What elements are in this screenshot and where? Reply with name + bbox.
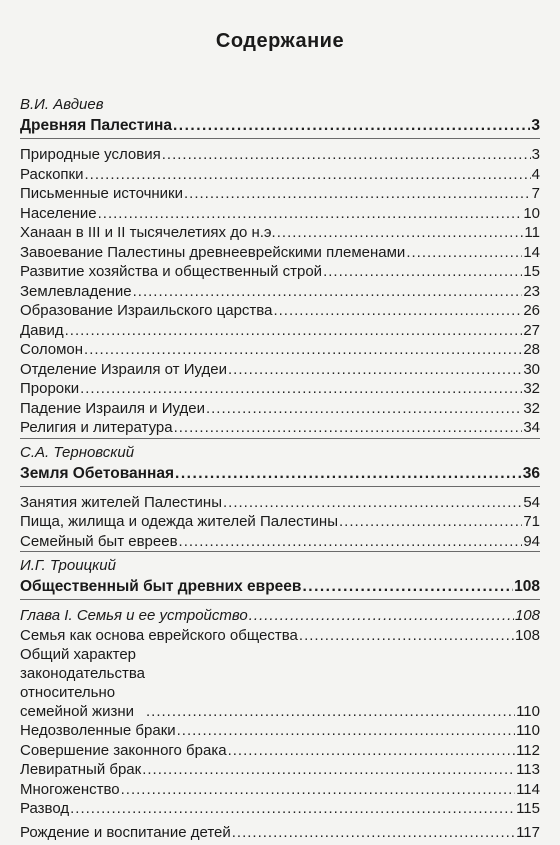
chapter-title: Глава I. Семья и ее устройство (20, 607, 248, 624)
entry-page: 4 (531, 165, 540, 183)
toc-section-avdiev (20, 95, 540, 439)
dot-leader (339, 512, 522, 531)
chapter-page: 108 (514, 607, 540, 624)
entry-title: Пища, жилища и одежда жителей Палестины (20, 513, 338, 530)
entry-title: Совершение законного брака (20, 741, 227, 759)
dot-leader (184, 184, 531, 203)
entry-title: Письменные источники (20, 185, 184, 202)
section-author: С.А. Терновский (20, 443, 135, 461)
toc-entry[interactable] (20, 741, 540, 761)
entry-title: Левиратный брак (20, 761, 142, 778)
toc-entry[interactable] (20, 204, 540, 224)
entry-title: Пророки (20, 380, 80, 397)
entry-title: Семья как основа еврейского общества (20, 626, 298, 644)
entry-page: 32 (523, 399, 540, 417)
toc-entry[interactable] (20, 823, 540, 843)
entry-page: 108 (514, 626, 540, 644)
dot-leader (70, 799, 515, 818)
entry-title: Семейный быт евреев (20, 532, 178, 550)
entry-page: 110 (516, 703, 540, 720)
entry-page: 115 (516, 800, 540, 817)
entry-page: 71 (523, 513, 540, 530)
dot-leader (84, 340, 522, 359)
dot-leader (121, 780, 515, 799)
dot-leader (228, 360, 522, 379)
entry-page: 3 (531, 146, 540, 163)
dot-leader (179, 532, 523, 551)
toc-entry[interactable] (20, 165, 540, 185)
toc-entry[interactable] (20, 780, 540, 800)
dot-leader (173, 116, 530, 135)
dot-leader (80, 379, 522, 398)
dot-leader (133, 282, 523, 301)
chapter-entry[interactable] (20, 606, 540, 626)
entry-title: Рождение и воспитание детей (20, 823, 231, 841)
toc-entry[interactable] (20, 799, 540, 819)
toc-section-ternovsky (20, 443, 540, 553)
section-author: И.Г. Троицкий (20, 557, 116, 574)
entry-title: Отделение Израиля от Иудеи (20, 360, 227, 378)
entry-title: Природные условия (20, 146, 161, 163)
entry-page: 7 (531, 185, 540, 202)
toc-entry[interactable] (20, 721, 540, 741)
heading-title: Общественный быт древних евреев (20, 578, 302, 595)
toc-entry[interactable] (20, 262, 540, 282)
heading-title: Земля Обетованная (20, 464, 175, 482)
entry-title: Землевладение (20, 282, 132, 300)
section-author: В.И. Авдиев (20, 96, 104, 113)
entry-page: 26 (523, 302, 540, 319)
toc-entry[interactable] (20, 321, 540, 341)
section-heading[interactable] (20, 116, 540, 139)
toc-entry[interactable] (20, 379, 540, 399)
dot-leader (299, 626, 514, 645)
dot-leader (65, 321, 523, 340)
entry-page: 112 (516, 741, 540, 759)
dot-leader (162, 145, 531, 164)
dot-leader (223, 493, 522, 512)
entry-page: 94 (523, 532, 540, 550)
table-of-contents (20, 95, 540, 845)
dot-leader (98, 204, 523, 223)
entry-title: Ханаан в III и II тысячелетиях до н.э. (20, 224, 276, 241)
entry-page: 34 (523, 419, 540, 436)
entry-page: 30 (523, 360, 540, 378)
heading-page: 36 (522, 464, 540, 482)
toc-entry[interactable] (20, 399, 540, 419)
toc-entry[interactable] (20, 340, 540, 360)
dot-leader (277, 223, 524, 242)
dot-leader (174, 418, 523, 437)
entry-title: Образование Израильского царства (20, 302, 273, 319)
toc-entry[interactable] (20, 360, 540, 380)
dot-leader (232, 823, 515, 842)
toc-entry[interactable] (20, 760, 540, 780)
toc-entry[interactable] (20, 145, 540, 165)
toc-entry[interactable] (20, 418, 540, 438)
dot-leader (323, 262, 522, 281)
toc-entry[interactable] (20, 282, 540, 302)
dot-leader (228, 741, 516, 760)
toc-entry[interactable] (20, 301, 540, 321)
dot-leader (146, 702, 515, 721)
dot-leader (142, 760, 515, 779)
entry-page: 110 (516, 722, 540, 739)
entry-page: 27 (523, 321, 540, 339)
entry-page: 15 (523, 263, 540, 280)
dot-leader (85, 165, 531, 184)
toc-entry[interactable] (20, 645, 540, 721)
entry-title: Общий характер законодательства относительно семейной жизни (20, 646, 145, 720)
dot-leader (406, 243, 522, 262)
entry-page: 14 (523, 243, 540, 261)
entry-title: Соломон (20, 341, 84, 358)
entry-title: Недозволенные браки (20, 722, 176, 739)
entry-page: 10 (523, 204, 540, 222)
toc-entry[interactable] (20, 512, 540, 532)
dot-leader (273, 301, 522, 320)
section-heading[interactable] (20, 577, 540, 600)
entry-title: Развод (20, 800, 70, 817)
entry-title: Завоевание Палестины древнееврейскими племенами (20, 243, 406, 261)
entry-title: Давид (20, 321, 64, 339)
page-title: Содержание (215, 30, 345, 52)
toc-entry[interactable] (20, 626, 540, 646)
dot-leader (302, 577, 513, 596)
entry-title: Развитие хозяйства и общественный строй (20, 263, 323, 280)
entry-page: 28 (523, 341, 540, 358)
entry-page: 54 (523, 493, 540, 511)
dot-leader (177, 721, 515, 740)
dot-leader (206, 399, 522, 418)
toc-entry[interactable] (20, 532, 540, 552)
entry-page: 23 (523, 282, 540, 300)
toc-entry[interactable] (20, 223, 540, 243)
toc-entry[interactable] (20, 243, 540, 263)
heading-title: Древняя Палестина (20, 117, 172, 134)
entry-title: Многоженство (20, 780, 120, 798)
heading-page: 3 (531, 117, 540, 134)
toc-entry[interactable] (20, 184, 540, 204)
entry-title: Занятия жителей Палестины (20, 493, 222, 511)
dot-leader (175, 464, 522, 483)
toc-entry[interactable] (20, 493, 540, 513)
entry-title: Падение Израиля и Иудеи (20, 399, 205, 417)
entry-page: 117 (516, 823, 540, 841)
heading-page: 108 (514, 578, 540, 595)
entry-page: 114 (516, 780, 540, 798)
dot-leader (249, 606, 514, 625)
entry-page: 11 (524, 224, 540, 241)
section-heading[interactable] (20, 464, 540, 487)
toc-section-troitsky (20, 556, 540, 842)
entry-page: 113 (516, 761, 540, 778)
entry-title: Религия и литература (20, 419, 173, 436)
entry-title: Население (20, 204, 97, 222)
entry-page: 32 (523, 380, 540, 397)
entry-title: Раскопки (20, 165, 84, 183)
